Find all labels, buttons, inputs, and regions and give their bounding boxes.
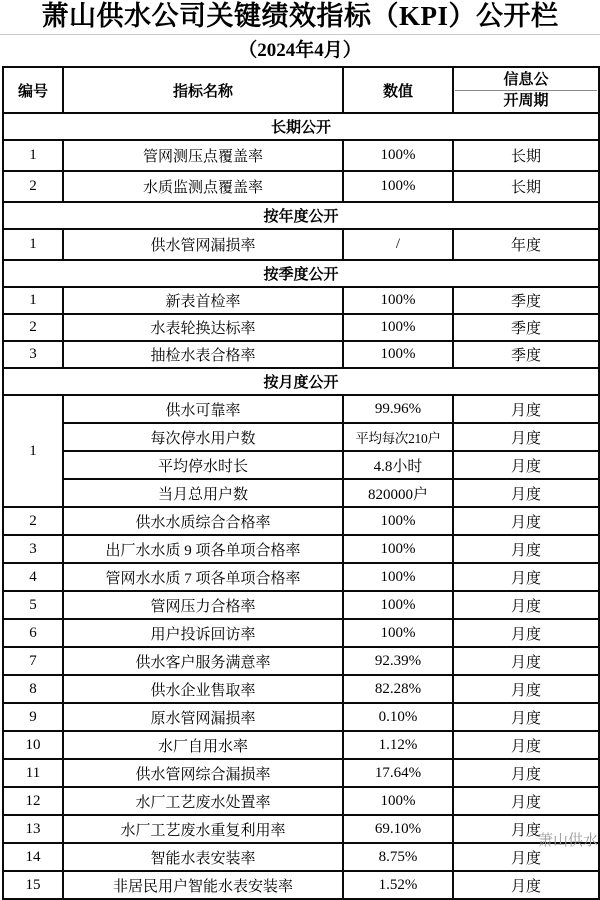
cell-value: 100% (343, 171, 453, 202)
cell-indicator: 水厂自用水率 (63, 731, 343, 759)
cell-value: 100% (343, 787, 453, 815)
cell-value: 1.12% (343, 731, 453, 759)
cell-cycle: 月度 (453, 563, 599, 591)
cell-value: 99.96% (343, 395, 453, 423)
cell-no: 2 (3, 171, 63, 202)
table-row (3, 759, 599, 787)
cell-value: 1.52% (343, 871, 453, 899)
section-banner-label: 按年度公开 (3, 202, 599, 229)
cell-cycle: 月度 (453, 479, 599, 507)
table-row (3, 675, 599, 703)
cell-indicator: 当月总用户数 (63, 479, 343, 507)
cell-value: 100% (343, 507, 453, 535)
cell-cycle: 季度 (453, 341, 599, 368)
cell-no: 13 (3, 815, 63, 843)
cell-indicator: 用户投诉回访率 (63, 619, 343, 647)
table-row (3, 140, 599, 171)
page-subtitle: （2024年4月） (238, 40, 362, 61)
cell-indicator: 原水管网漏损率 (63, 703, 343, 731)
cell-value: 0.10% (343, 703, 453, 731)
cell-no: 12 (3, 787, 63, 815)
cell-no: 5 (3, 591, 63, 619)
kpi-table (2, 66, 600, 900)
cell-no: 6 (3, 619, 63, 647)
table-row (3, 591, 599, 619)
column-header-cycle-line1: 信息公 (455, 69, 597, 91)
cell-no: 8 (3, 675, 63, 703)
cell-value: 8.75% (343, 843, 453, 871)
cell-no: 11 (3, 759, 63, 787)
cell-cycle: 月度 (453, 675, 599, 703)
table-row (3, 703, 599, 731)
section-banner-monthly (3, 368, 599, 395)
cell-cycle: 季度 (453, 287, 599, 314)
cell-value: 69.10% (343, 815, 453, 843)
cell-indicator: 供水可靠率 (63, 395, 343, 423)
table-row (3, 787, 599, 815)
cell-cycle: 月度 (453, 871, 599, 899)
table-row (3, 479, 599, 507)
cell-cycle: 月度 (453, 703, 599, 731)
cell-cycle: 月度 (453, 787, 599, 815)
cell-indicator: 供水管网漏损率 (63, 229, 343, 260)
table-row (3, 871, 599, 899)
cell-value: 100% (343, 619, 453, 647)
cell-indicator: 供水管网综合漏损率 (63, 759, 343, 787)
table-row (3, 731, 599, 759)
cell-no: 2 (3, 314, 63, 341)
table-row (3, 507, 599, 535)
cell-no: 10 (3, 731, 63, 759)
cell-no: 2 (3, 507, 63, 535)
cell-indicator: 抽检水表合格率 (63, 341, 343, 368)
cell-value: 100% (343, 535, 453, 563)
section-banner-label: 按季度公开 (3, 260, 599, 287)
cell-indicator: 平均停水时长 (63, 451, 343, 479)
table-row (3, 647, 599, 675)
cell-indicator: 管网测压点覆盖率 (63, 140, 343, 171)
section-banner-quarterly (3, 260, 599, 287)
cell-cycle: 月度 (453, 759, 599, 787)
cell-indicator: 水质监测点覆盖率 (63, 171, 343, 202)
cell-no: 14 (3, 843, 63, 871)
cell-no: 9 (3, 703, 63, 731)
cell-cycle: 长期 (453, 171, 599, 202)
cell-no: 7 (3, 647, 63, 675)
cell-no: 15 (3, 871, 63, 899)
table-row (3, 229, 599, 260)
table-row (3, 171, 599, 202)
cell-no: 1 (3, 395, 63, 507)
cell-cycle: 年度 (453, 229, 599, 260)
section-banner-longterm (3, 113, 599, 140)
cell-value: 100% (343, 591, 453, 619)
watermark: 萧山供水 (538, 833, 599, 849)
section-banner-label: 长期公开 (3, 113, 599, 140)
table-row (3, 535, 599, 563)
cell-cycle: 月度 (453, 843, 599, 871)
cell-value: 100% (343, 287, 453, 314)
section-banner-annual (3, 202, 599, 229)
cell-cycle: 季度 (453, 314, 599, 341)
cell-indicator: 管网水水质 7 项各单项合格率 (63, 563, 343, 591)
cell-indicator: 供水企业售取率 (63, 675, 343, 703)
column-header-value: 数值 (343, 67, 453, 113)
cell-no: 4 (3, 563, 63, 591)
cell-cycle: 月度 (453, 731, 599, 759)
page-title: 萧山供水公司关键绩效指标（KPI）公开栏 (0, 0, 600, 35)
cell-cycle: 月度 (453, 815, 599, 843)
section-banner-label: 按月度公开 (3, 368, 599, 395)
cell-value: 100% (343, 341, 453, 368)
column-header-indicator: 指标名称 (63, 67, 343, 113)
cell-indicator: 非居民用户智能水表安装率 (63, 871, 343, 899)
cell-indicator: 新表首检率 (63, 287, 343, 314)
table-row (3, 619, 599, 647)
table-row (3, 287, 599, 314)
cell-cycle: 月度 (453, 591, 599, 619)
cell-no: 3 (3, 341, 63, 368)
cell-cycle: 月度 (453, 619, 599, 647)
cell-indicator: 水厂工艺废水处置率 (63, 787, 343, 815)
cell-indicator: 管网压力合格率 (63, 591, 343, 619)
cell-value: / (343, 229, 453, 260)
cell-cycle: 月度 (453, 507, 599, 535)
cell-indicator: 出厂水水质 9 项各单项合格率 (63, 535, 343, 563)
cell-indicator: 供水客户服务满意率 (63, 647, 343, 675)
table-row (3, 314, 599, 341)
cell-value: 92.39% (343, 647, 453, 675)
cell-no: 1 (3, 229, 63, 260)
cell-value: 100% (343, 314, 453, 341)
cell-value: 82.28% (343, 675, 453, 703)
table-row (3, 395, 599, 423)
table-row (3, 563, 599, 591)
table-row (3, 341, 599, 368)
cell-indicator: 水厂工艺废水重复利用率 (63, 815, 343, 843)
cell-indicator: 水表轮换达标率 (63, 314, 343, 341)
column-header-no: 编号 (3, 67, 63, 113)
cell-indicator: 每次停水用户数 (63, 423, 343, 451)
cell-indicator: 供水水质综合合格率 (63, 507, 343, 535)
table-row (3, 423, 599, 451)
cell-value: 820000户 (343, 479, 453, 507)
cell-cycle: 月度 (453, 423, 599, 451)
cell-no: 1 (3, 287, 63, 314)
cell-cycle: 月度 (453, 395, 599, 423)
cell-indicator: 智能水表安装率 (63, 843, 343, 871)
cell-cycle: 月度 (453, 535, 599, 563)
table-row (3, 451, 599, 479)
table-row (3, 843, 599, 871)
cell-value: 平均每次210户 (343, 423, 453, 451)
column-header-cycle-line2: 开周期 (503, 92, 549, 109)
cell-cycle: 长期 (453, 140, 599, 171)
cell-cycle: 月度 (453, 451, 599, 479)
cell-no: 1 (3, 140, 63, 171)
cell-no: 3 (3, 535, 63, 563)
column-header-cycle (453, 67, 599, 113)
cell-value: 4.8小时 (343, 451, 453, 479)
cell-value: 100% (343, 140, 453, 171)
cell-value: 17.64% (343, 759, 453, 787)
cell-value: 100% (343, 563, 453, 591)
table-row (3, 815, 599, 843)
table-header-row (3, 67, 599, 113)
cell-cycle: 月度 (453, 647, 599, 675)
